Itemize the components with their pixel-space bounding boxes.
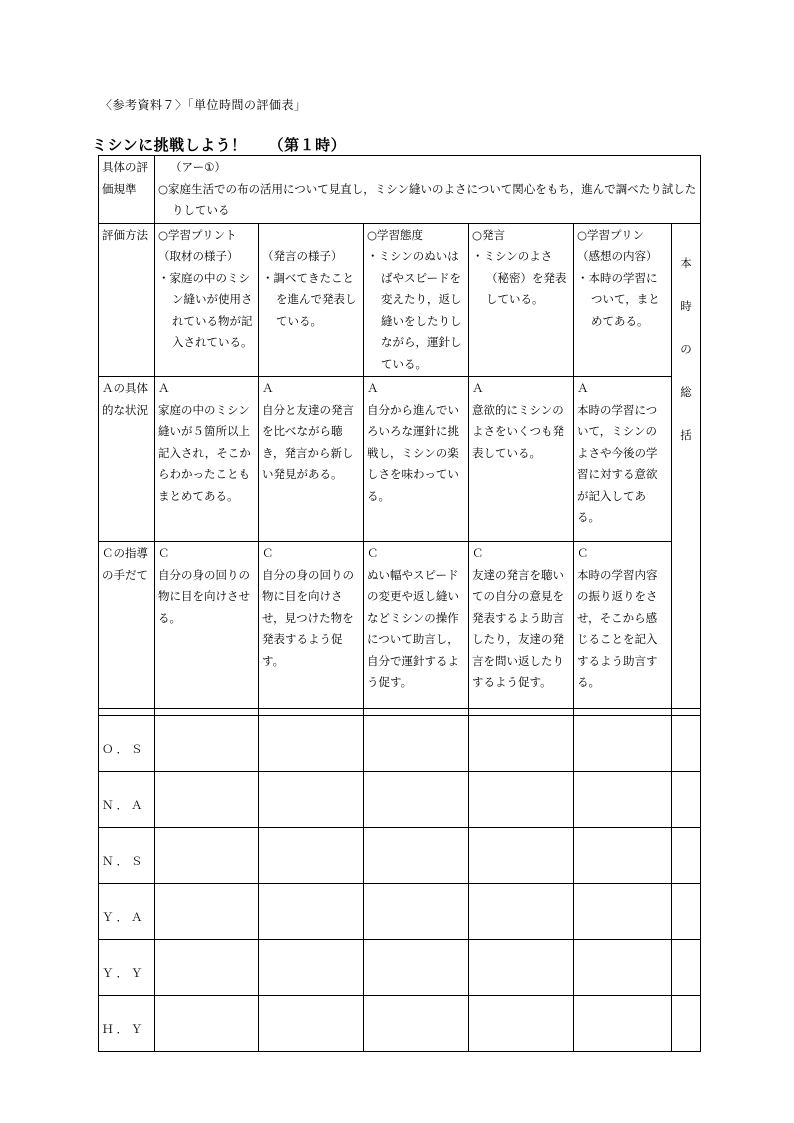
eval-cell[interactable] xyxy=(672,940,701,996)
a-status-text: 意欲的にミシンのよさをいくつも発表している。 xyxy=(472,402,564,460)
c-grade: Ｃ xyxy=(472,546,484,560)
method-body: ・本時の学習について，まとめてある。 xyxy=(577,270,660,328)
eval-cell[interactable] xyxy=(469,716,574,772)
summary-char: の xyxy=(680,341,692,356)
a-grade: Ａ xyxy=(577,381,589,395)
a-status-text: 自分と友達の発言を比べながら聴き，発言から新しい発見がある。 xyxy=(262,402,354,481)
method-body: ・ミシンのぬいはばやスピードを変えたり，返し縫いをしたりしながら，運針している。 xyxy=(367,249,462,371)
eval-cell[interactable] xyxy=(469,940,574,996)
c-grade: Ｃ xyxy=(158,546,170,560)
eval-cell[interactable] xyxy=(155,996,259,1052)
eval-cell[interactable] xyxy=(364,828,469,884)
c-guidance-cell xyxy=(469,542,574,709)
criteria-code: （アー①） xyxy=(170,160,226,174)
eval-cell[interactable] xyxy=(672,884,701,940)
eval-cell[interactable] xyxy=(259,940,364,996)
summary-char: 本 xyxy=(680,255,692,270)
a-grade: Ａ xyxy=(367,381,379,395)
c-guidance-text: 自分の身の回りの物に目を向けさせる。 xyxy=(158,567,250,625)
method-head xyxy=(262,225,360,247)
evaluation-table xyxy=(98,155,701,1052)
criteria-text: ○家庭生活での布の活用について見直し，ミシン縫いのよさについて関心をもち，進んで調べたり試したりしている xyxy=(158,181,697,217)
student-initials: Ｎ．Ｓ xyxy=(99,828,155,884)
method-cell xyxy=(574,223,672,377)
a-grade: Ａ xyxy=(262,381,274,395)
lesson-period: （第１時） xyxy=(268,136,347,154)
a-status-cell xyxy=(259,377,364,542)
c-grade: Ｃ xyxy=(577,546,589,560)
eval-cell[interactable] xyxy=(155,884,259,940)
method-head: ○発言 xyxy=(472,227,506,242)
eval-cell[interactable] xyxy=(364,716,469,772)
eval-cell[interactable] xyxy=(672,996,701,1052)
summary-char: 括 xyxy=(680,427,692,442)
student-row xyxy=(99,940,701,996)
eval-cell[interactable] xyxy=(469,884,574,940)
a-status-cell xyxy=(574,377,672,542)
method-cell xyxy=(469,223,574,377)
c-guidance-row xyxy=(99,542,701,709)
eval-cell[interactable] xyxy=(574,996,672,1052)
method-head: ○学習プリン xyxy=(577,227,645,242)
method-cell xyxy=(364,223,469,377)
student-row xyxy=(99,996,701,1052)
eval-cell[interactable] xyxy=(469,996,574,1052)
c-guidance-text: 自分の身の回りの物に目を向けさせ，見つけた物を発表するよう促す。 xyxy=(262,567,354,668)
eval-cell[interactable] xyxy=(259,996,364,1052)
student-initials: Ｙ．Ａ xyxy=(99,884,155,940)
c-grade: Ｃ xyxy=(367,546,379,560)
a-status-text: 本時の学習について，ミシンのよさや今後の学習に対する意欲が記入してある。 xyxy=(577,402,658,524)
reference-title: 〈参考資料７〉「単位時間の評価表」 xyxy=(100,98,307,112)
eval-cell[interactable] xyxy=(155,828,259,884)
method-body: ・調べてきたことを進んで発表している。 xyxy=(262,270,357,328)
a-grade: Ａ xyxy=(158,381,170,395)
a-status-text: 家庭の中のミシン縫いが５箇所以上記入され，そこからわかったこともまとめてある。 xyxy=(158,402,251,503)
lesson-name: ミシンに挑戦しよう！ xyxy=(92,136,247,154)
eval-cell[interactable] xyxy=(574,828,672,884)
method-row xyxy=(99,223,701,377)
c-guidance-cell xyxy=(364,542,469,709)
method-sub: （取材の様子） xyxy=(158,249,239,263)
c-guidance-text: 友達の発言を聴いての自分の意見を発表するよう助言したり，友達の発言を問い返したりするよう促す。 xyxy=(472,567,564,689)
method-head: ○学習態度 xyxy=(367,227,424,242)
summary-char: 総 xyxy=(680,384,692,399)
criteria-content xyxy=(155,156,701,224)
eval-cell[interactable] xyxy=(672,772,701,828)
a-status-cell xyxy=(364,377,469,542)
method-sub: （発言の様子） xyxy=(262,249,343,263)
method-body: ・ミシンのよさ（秘密）を発表している。 xyxy=(472,249,567,306)
a-grade: Ａ xyxy=(472,381,484,395)
eval-cell[interactable] xyxy=(574,772,672,828)
c-guidance-cell xyxy=(574,542,672,709)
student-row xyxy=(99,884,701,940)
c-guidance-cell xyxy=(155,542,259,709)
method-cell xyxy=(155,223,259,377)
method-cell xyxy=(259,223,364,377)
criteria-row xyxy=(99,156,701,224)
c-guidance-text: ぬい幅やスピードの変更や返し縫いなどミシンの操作について助言し，自分で運針するよう促す。 xyxy=(367,567,459,689)
a-status-cell xyxy=(155,377,259,542)
a-status-text: 自分から進んでいろいろな運針に挑戦し，ミシンの楽しさを味わっている。 xyxy=(367,402,459,503)
student-initials: Ｎ．Ａ xyxy=(99,772,155,828)
eval-cell[interactable] xyxy=(155,940,259,996)
eval-cell[interactable] xyxy=(574,716,672,772)
summary-char: 時 xyxy=(680,298,692,313)
method-label: 評価方法 xyxy=(99,223,155,377)
eval-cell[interactable] xyxy=(364,940,469,996)
method-head: ○学習プリント xyxy=(158,227,237,242)
c-guidance-label: Ｃの指導の手だて xyxy=(99,542,155,709)
separator-row xyxy=(99,709,701,716)
a-status-label: Ａの具体的な状況 xyxy=(99,377,155,542)
eval-cell[interactable] xyxy=(259,772,364,828)
a-status-row xyxy=(99,377,701,542)
method-sub: （感想の内容） xyxy=(577,249,658,263)
criteria-label: 具体の評価規準 xyxy=(99,156,155,224)
overall-summary-label xyxy=(672,223,701,709)
eval-cell[interactable] xyxy=(469,828,574,884)
c-guidance-text: 本時の学習内容の振り返りをさせ，そこから感じることを記入するよう助言する。 xyxy=(577,567,658,689)
eval-cell[interactable] xyxy=(574,940,672,996)
eval-cell[interactable] xyxy=(259,884,364,940)
a-status-cell xyxy=(469,377,574,542)
eval-cell[interactable] xyxy=(574,884,672,940)
eval-cell[interactable] xyxy=(364,772,469,828)
lesson-title xyxy=(92,134,346,155)
eval-cell[interactable] xyxy=(469,772,574,828)
student-initials: Ｈ．Ｙ xyxy=(99,996,155,1052)
c-guidance-cell xyxy=(259,542,364,709)
eval-cell[interactable] xyxy=(155,772,259,828)
student-initials: Ｙ．Ｙ xyxy=(99,940,155,996)
eval-cell[interactable] xyxy=(364,996,469,1052)
eval-cell[interactable] xyxy=(672,828,701,884)
eval-cell[interactable] xyxy=(672,716,701,772)
student-row xyxy=(99,772,701,828)
eval-cell[interactable] xyxy=(364,884,469,940)
eval-cell[interactable] xyxy=(155,716,259,772)
c-grade: Ｃ xyxy=(262,546,274,560)
eval-cell[interactable] xyxy=(259,828,364,884)
student-row xyxy=(99,828,701,884)
student-initials: Ｏ．Ｓ xyxy=(99,716,155,772)
method-body: ・家庭の中のミシン縫いが使用されている物が記入されている。 xyxy=(158,270,253,349)
eval-cell[interactable] xyxy=(259,716,364,772)
student-row xyxy=(99,716,701,772)
